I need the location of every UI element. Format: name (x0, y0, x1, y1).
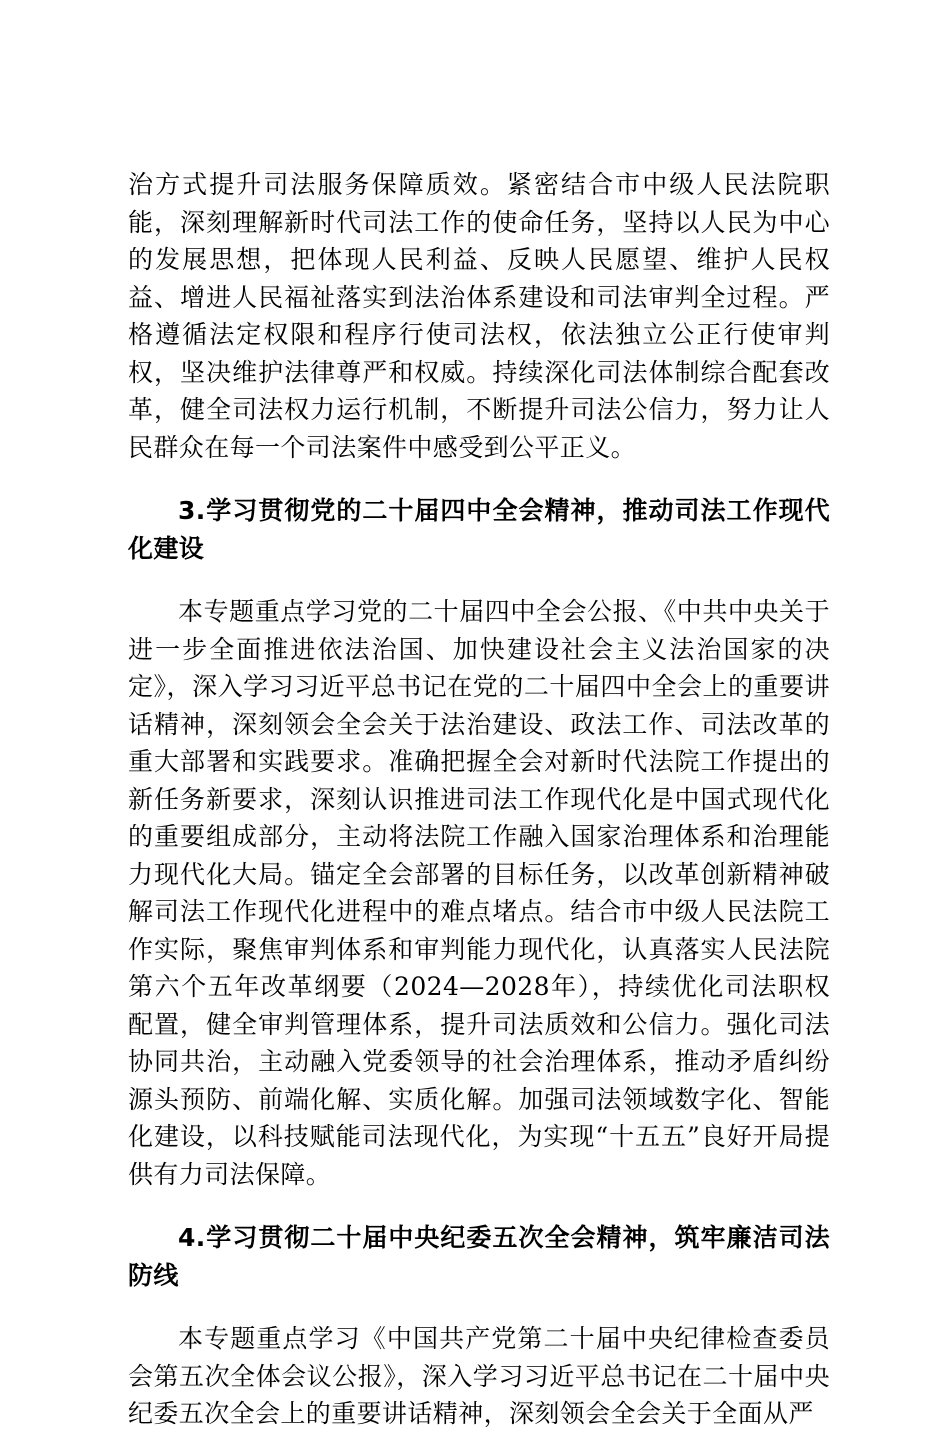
paragraph-gap (128, 466, 830, 492)
paragraph-gap (128, 1294, 830, 1320)
body-paragraph: 本专题重点学习《中国共产党第二十届中央纪律检查委员会第五次全体会议公报》，深入学习习近平总书记在二十届中央纪委五次全会上的重要讲话精神，深刻领会全会关于全面从严 (128, 1324, 830, 1428)
body-paragraph: 本专题重点学习党的二十届四中全会公报、《中共中央关于进一步全面推进依法治国、加快建设社会主义法治国家的决定》，深入学习习近平总书记在党的二十届四中全会上的重要讲话精神，深刻领会全会关于法治建设、政法工作、司法改革的重大部署和实践要求。准确把握全会对新时代法院工作提出的新任务新要求，深刻认识推进司法工作现代化是中国式现代化的重要组成部分，主动将法院工作融入国家治理体系和治理能力现代化大局。锚定全会部署的目标任务，以改革创新精神破解司法工作现代化进程中的难点堵点。结合市中级人民法院工作实际，聚焦审判体系和审判能力现代化，认真落实人民法院第六个五年改革纲要（2024—2028年），持续优化司法职权配置，健全审判管理体系，提升司法质效和公信力。强化司法协同共治，主动融入党委领导的社会治理体系，推动矛盾纠纷源头预防、前端化解、实质化解。加强司法领域数字化、智能化建设，以科技赋能司法现代化，为实现“十五五”良好开局提供有力司法保障。 (128, 597, 830, 1189)
paragraph-gap (128, 1193, 830, 1219)
document-page (128, 166, 830, 1433)
section-heading-3: 3.学习贯彻党的二十届四中全会精神，推动司法工作现代化建设 (128, 496, 830, 563)
body-paragraph: 治方式提升司法服务保障质效。紧密结合市中级人民法院职能，深刻理解新时代司法工作的使命任务，坚持以人民为中心的发展思想，把体现人民利益、反映人民愿望、维护人民权益、增进人民福祉落实到法治体系建设和司法审判全过程。严格遵循法定权限和程序行使司法权，依法独立公正行使审判权，坚决维护法律尊严和权威。持续深化司法体制综合配套改革，健全司法权力运行机制，不断提升司法公信力，努力让人民群众在每一个司法案件中感受到公平正义。 (128, 170, 830, 462)
paragraph-gap (128, 567, 830, 593)
section-heading-4: 4.学习贯彻二十届中央纪委五次全会精神，筑牢廉洁司法防线 (128, 1223, 830, 1290)
